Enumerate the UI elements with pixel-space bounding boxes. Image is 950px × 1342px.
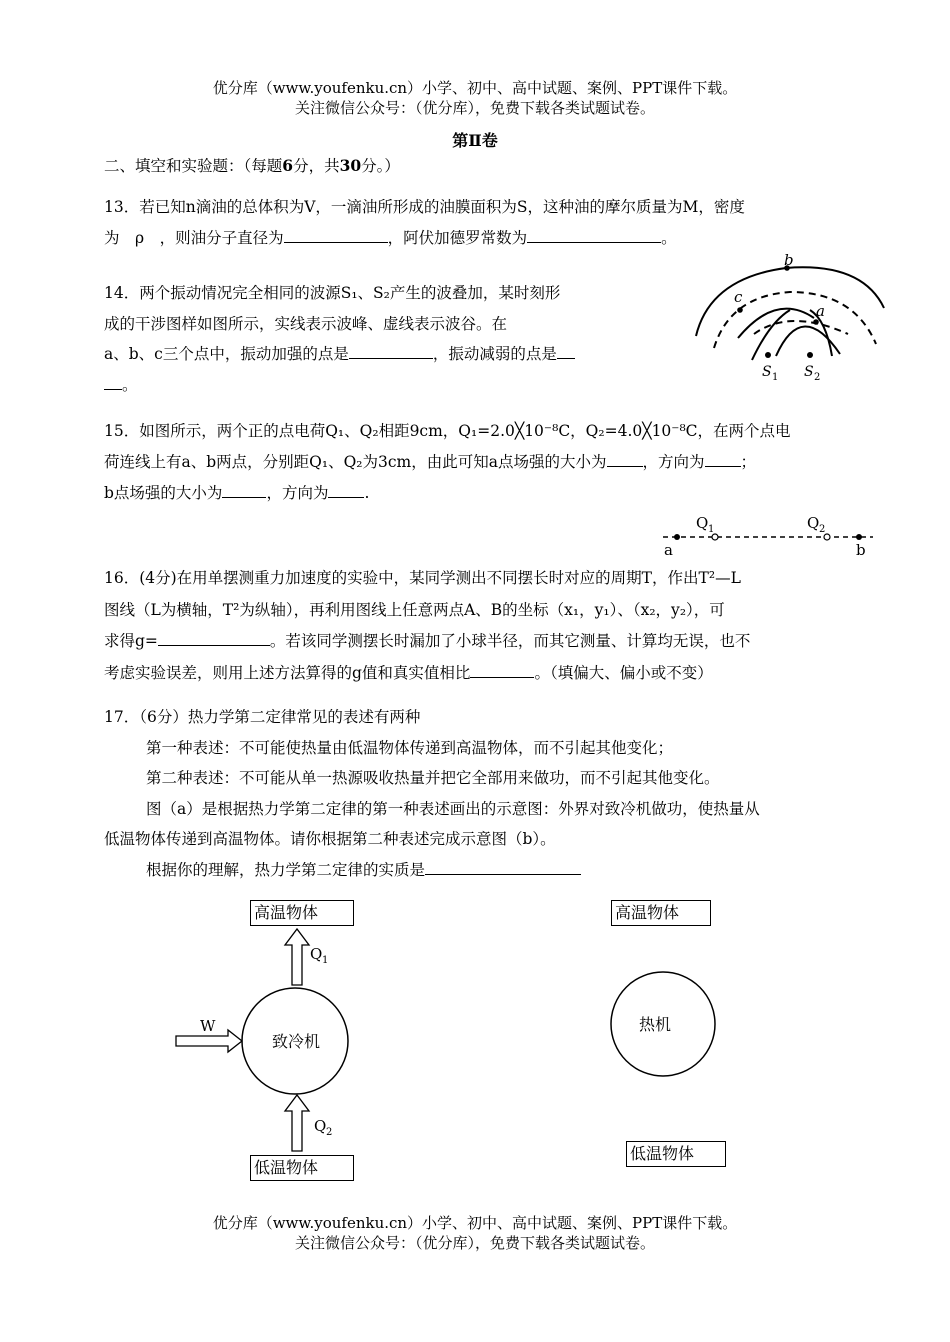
q16-blank-g[interactable] — [158, 628, 270, 646]
q13-line-1: 13．若已知n滴油的总体积为V，一滴油所形成的油膜面积为S，这种油的摩尔质量为M，密度 — [104, 198, 745, 216]
q15-text-c: ； — [740, 453, 757, 471]
refrigerator-label: 致冷机 — [272, 1032, 321, 1051]
q14-blank-strengthened[interactable] — [349, 341, 433, 359]
question-17 — [104, 702, 899, 885]
label-q1-sub: 1 — [322, 955, 329, 966]
q16-blank-compare[interactable] — [470, 660, 534, 678]
q17-blank-essence[interactable] — [425, 857, 581, 875]
q17-line-4: 图（a）是根据热力学第二定律的第一种表述画出的示意图：外界对致冷机做功，使热量从 — [146, 799, 760, 818]
question-16 — [104, 563, 899, 689]
fig-b-high-temp-box: 高温物体 — [611, 900, 711, 926]
point-a-dot — [813, 319, 819, 325]
q15-line-2 — [104, 447, 899, 478]
label-w: W — [200, 1017, 216, 1035]
q15-text-d: b点场强的大小为 — [104, 484, 223, 502]
label-q2-sub: 2 — [819, 524, 826, 535]
q15-text-b: ，方向为 — [642, 453, 705, 471]
label-b: b — [856, 541, 866, 559]
section-heading — [104, 150, 400, 182]
q16-text-b: 。若该同学测摆长时漏加了小球半径，而其它测量、计算均无误，也不 — [269, 632, 751, 650]
label-s1: S — [762, 364, 772, 380]
footer-line-2: 关注微信公众号：（优分库），免费下载各类试题试卷。 — [294, 1234, 655, 1252]
q13-line-2 — [104, 223, 899, 254]
q15-blank-a-direction[interactable] — [705, 449, 741, 467]
label-s2-sub: 2 — [814, 372, 821, 383]
q15-blank-b-magnitude[interactable] — [222, 480, 266, 498]
arrow-q2-icon — [285, 1095, 309, 1151]
q14-line-1: 14．两个振动情况完全相同的波源S₁、S₂产生的波叠加，某时刻形 — [104, 284, 561, 302]
label-a: a — [816, 302, 825, 320]
section-title: 第Ⅱ卷 — [452, 131, 498, 150]
q16-text-a: 求得g= — [104, 632, 158, 650]
q15-blank-b-direction[interactable] — [328, 480, 364, 498]
q14-blank-weakened-cont[interactable] — [104, 372, 122, 390]
label-s2: S — [804, 364, 814, 380]
arrow-q1-icon — [285, 929, 309, 985]
q16-line-1: 16．(4分)在用单摆测重力加速度的实验中，某同学测出不同摆长时对应的周期T，作出T²—L — [104, 569, 741, 587]
point-c-dot — [737, 307, 743, 313]
label-q2: Q — [314, 1117, 327, 1135]
q14-line-2: 成的干涉图样如图所示，实线表示波峰、虚线表示波谷。在 — [104, 314, 508, 333]
heading-prefix: 二、填空和实验题：（每题 — [104, 157, 283, 175]
heat-engine-label: 热机 — [639, 1015, 672, 1034]
q15-line-3 — [104, 478, 899, 509]
q13-text-d: 。 — [661, 229, 677, 247]
heading-points: 6 — [282, 156, 294, 175]
source-s2-dot — [807, 352, 813, 358]
label-q1: Q — [696, 514, 709, 532]
q17-line-5: 低温物体传递到高温物体。请你根据第二种表述完成示意图（b）。 — [104, 830, 556, 848]
q15-text-f: . — [364, 484, 370, 502]
point-a-dot — [674, 534, 680, 540]
label-q1-sub: 1 — [708, 524, 715, 535]
header-line-2: 关注微信公众号：（优分库），免费下载各类试题试卷。 — [294, 99, 655, 117]
q13-blank-diameter[interactable] — [284, 225, 388, 243]
footer-line-1: 优分库（www.youfenku.cn）小学、初中、高中试题、案例、PPT课件下载。 — [212, 1214, 738, 1232]
point-b-dot — [856, 534, 862, 540]
q17-line-6 — [104, 855, 899, 886]
heading-mid: 分，共 — [293, 157, 340, 175]
q16-text-c: 考虑实验误差，则用上述方法算得的g值和真实值相比 — [104, 663, 471, 682]
q14-line-3 — [104, 339, 682, 370]
q13-text-c: ，阿伏加德罗常数为 — [387, 229, 528, 247]
question-14 — [104, 278, 682, 400]
fig-b-diagram — [605, 968, 725, 1083]
label-q1: Q — [310, 945, 323, 963]
label-c: c — [734, 288, 743, 306]
q14-blank-weakened[interactable] — [557, 341, 575, 359]
q17-line-3: 第二种表述：不可能从单一热源吸收热量并把它全部用来做功，而不引起其他变化。 — [146, 769, 720, 787]
fig-b-low-temp-box: 低温物体 — [626, 1141, 726, 1167]
label-q2: Q — [807, 514, 820, 532]
label-q2-sub: 2 — [326, 1127, 333, 1138]
q17-line-2: 第一种表述：不可能使热量由低温物体传递到高温物体，而不引起其他变化； — [146, 738, 674, 757]
q15-text-a: 荷连线上有a、b两点，分别距Q₁、Q₂为3cm，由此可知a点场强的大小为 — [104, 453, 607, 471]
q14-line-4 — [104, 370, 682, 401]
q14-text-a: a、b、c三个点中，振动加强的点是 — [104, 345, 349, 363]
heading-total: 30 — [339, 156, 362, 175]
label-b: b — [784, 252, 794, 269]
q15-text-e: ，方向为 — [266, 484, 329, 502]
q13-text-b: 为 ρ ，则油分子直径为 — [104, 229, 284, 247]
q16-line-2: 图线（L为横轴，T²为纵轴），再利用图线上任意两点A、B的坐标（x₁，y₁）、（x₂，y₂），可 — [104, 600, 725, 619]
q16-line-3 — [104, 626, 899, 658]
fig-a-high-temp-box: 高温物体 — [250, 900, 354, 926]
q15-line-1: 15．如图所示，两个正的点电荷Q₁、Q₂相距9cm，Q₁=2.0╳10⁻⁸C，Q₂=4.0╳10⁻⁸C，在两个点电 — [104, 422, 791, 440]
interference-figure — [690, 252, 895, 387]
header-line-1: 优分库（www.youfenku.cn）小学、初中、高中试题、案例、PPT课件下载。 — [212, 79, 738, 97]
q16-line-4 — [104, 658, 899, 690]
q14-text-end: 。 — [122, 375, 138, 394]
charges-figure — [655, 510, 880, 560]
q14-text-b: ，振动减弱的点是 — [432, 345, 557, 363]
q15-blank-a-magnitude[interactable] — [607, 449, 643, 467]
q17-line-1: 17．（6分）热力学第二定律常见的表述有两种 — [104, 708, 421, 726]
fig-a-low-temp-box: 低温物体 — [250, 1155, 354, 1181]
question-13 — [104, 192, 899, 254]
fig-a-diagram — [170, 925, 390, 1160]
label-a: a — [664, 541, 673, 559]
label-s1-sub: 1 — [772, 372, 779, 383]
source-s1-dot — [765, 352, 771, 358]
heading-suffix: 分。） — [361, 157, 400, 175]
q13-blank-avogadro[interactable] — [527, 225, 661, 243]
q17-text-essence: 根据你的理解，热力学第二定律的实质是 — [146, 860, 426, 879]
question-15 — [104, 416, 899, 509]
q16-text-d: 。（填偏大、偏小或不变） — [534, 663, 713, 682]
